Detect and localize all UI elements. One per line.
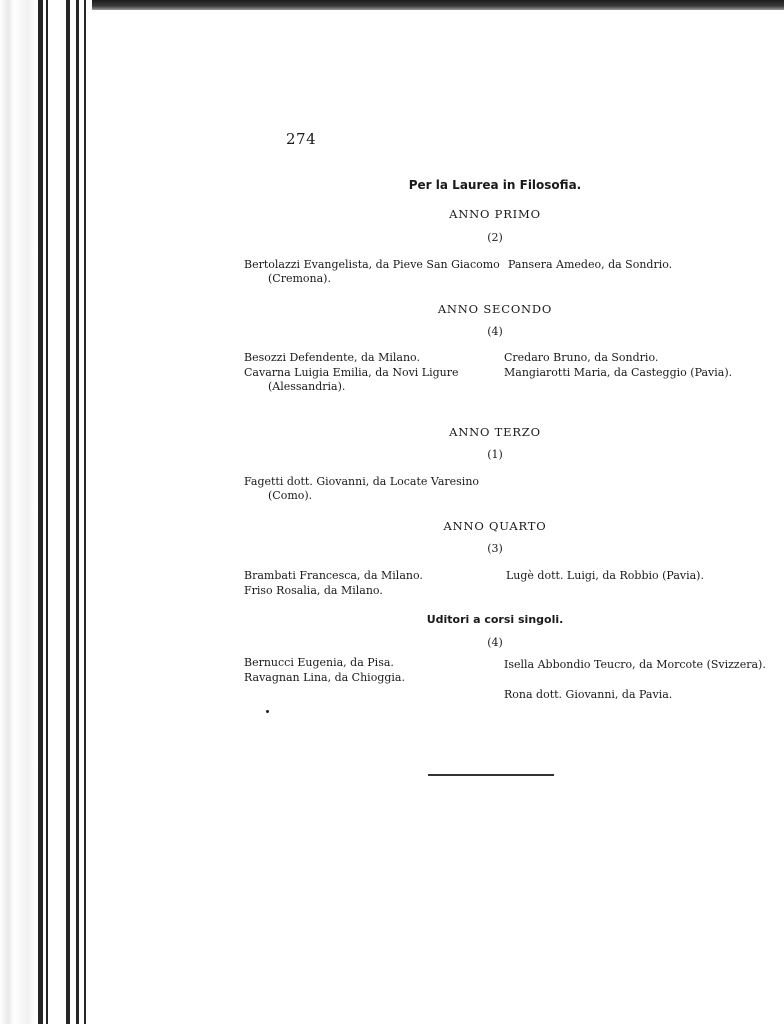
list-item: Pansera Amedeo, da Sondrio. [508, 258, 673, 271]
section-title-uditori: Uditori a corsi singoli. [426, 613, 564, 626]
section-count-anno-quarto: (3) [487, 542, 503, 555]
list-item: Bernucci Eugenia, da Pisa. [244, 656, 394, 669]
list-item: Ravagnan Lina, da Chioggia. [244, 671, 405, 684]
ink-speck [266, 710, 269, 713]
list-item: Friso Rosalia, da Milano. [244, 584, 383, 597]
section-count-anno-primo: (2) [487, 231, 503, 244]
list-item: Bertolazzi Evangelista, da Pieve San Giacomo (Cremona). [244, 258, 500, 285]
list-item: Brambati Francesca, da Milano. [244, 569, 423, 582]
list-item: Isella Abbondio Teucro, da Morcote (Svizzera). [504, 658, 766, 671]
list-item: Cavarna Luigia Emilia, da Novi Ligure (Alessandria). [244, 366, 459, 393]
list-item: Besozzi Defendente, da Milano. [244, 351, 420, 364]
section-title-anno-quarto: ANNO QUARTO [443, 519, 547, 533]
page-binding-edge [0, 0, 92, 1024]
scan-top-edge [0, 0, 784, 10]
page-title: Per la Laurea in Filosofia. [408, 178, 582, 192]
list-item: Mangiarotti Maria, da Casteggio (Pavia). [504, 366, 733, 379]
section-count-uditori: (4) [487, 636, 503, 649]
list-item: Credaro Bruno, da Sondrio. [504, 351, 659, 364]
list-item: Lugè dott. Luigi, da Robbio (Pavia). [506, 569, 704, 582]
list-item: Fagetti dott. Giovanni, da Locate Varesino (Como). [244, 475, 480, 502]
section-title-anno-terzo: ANNO TERZO [449, 425, 541, 439]
section-title-anno-secondo: ANNO SECONDO [437, 302, 553, 316]
page-number: 274 [286, 130, 317, 148]
end-rule [428, 774, 554, 776]
section-title-anno-primo: ANNO PRIMO [449, 207, 541, 221]
list-item: Rona dott. Giovanni, da Pavia. [504, 688, 673, 701]
section-count-anno-secondo: (4) [487, 325, 503, 338]
section-count-anno-terzo: (1) [487, 448, 503, 461]
